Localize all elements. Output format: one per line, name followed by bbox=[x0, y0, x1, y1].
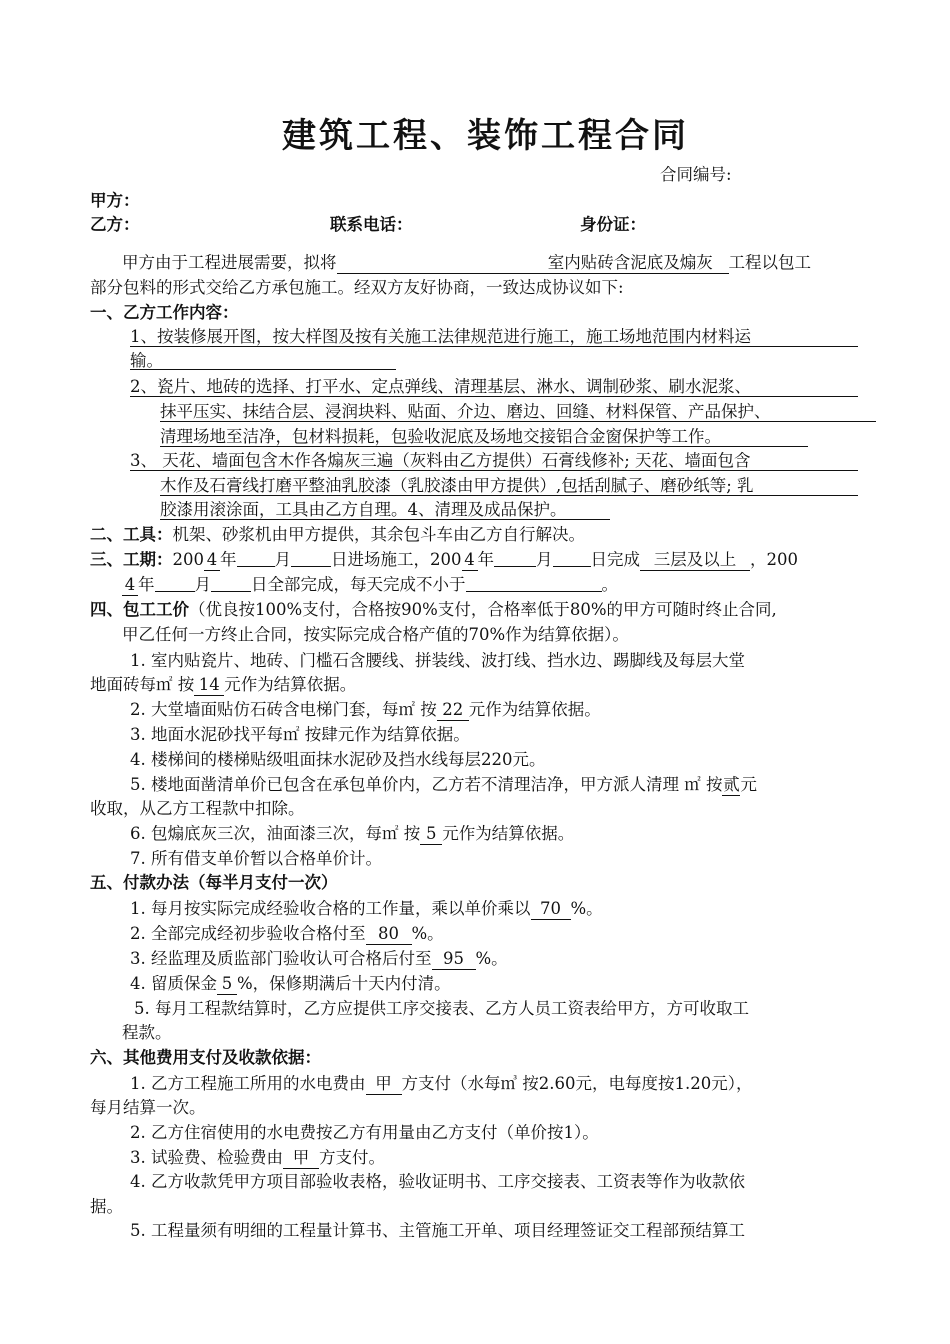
item2-post: 元作为结算依据。 bbox=[468, 700, 601, 719]
item1-price: 14 bbox=[198, 675, 220, 694]
item5-post: 元 bbox=[740, 775, 757, 794]
sec1-line: 胶漆用滚涂面，工具由乙方自理。4、清理及成品保护。 bbox=[160, 500, 567, 519]
price-item-1-line-2 bbox=[90, 673, 356, 697]
price-item-1-line-1: 1. 室内贴瓷片、地砖、门槛石含腰线、拼装线、波打线、挡水边、踢脚线及每层大堂 bbox=[130, 651, 745, 670]
all-done-day-blank bbox=[211, 573, 251, 592]
o3-post: 方支付。 bbox=[319, 1148, 385, 1167]
item1-price-field bbox=[194, 675, 224, 696]
finish-text: 日完成 bbox=[590, 550, 640, 569]
intro-line-1 bbox=[122, 251, 811, 275]
sec1-line: 清理场地至洁净，包材料损耗，包验收泥底及场地交接铝合金窗保护等工作。 bbox=[160, 427, 721, 446]
payment-item-3 bbox=[130, 947, 508, 971]
other-fee-item-1-line-1 bbox=[130, 1072, 752, 1096]
month-char: 月 bbox=[194, 575, 211, 594]
price-item-5-line-1 bbox=[130, 773, 757, 797]
section-4-line-1 bbox=[90, 598, 777, 622]
pct-end: %。 bbox=[570, 899, 603, 918]
year-char: 年 bbox=[138, 575, 155, 594]
sec1-underline bbox=[130, 369, 396, 370]
all-done-text: 日全部完成，每天完成不小于 bbox=[251, 575, 466, 594]
section-4-note-1: （优良按100%支付，合格按90%支付，合格率低于80%的甲方可随时终止合同, bbox=[189, 600, 777, 619]
section-2 bbox=[90, 523, 585, 547]
sec1-line: 2、瓷片、地砖的选择、打平水、定点弹线、清理基层、淋水、调制砂浆、刷水泥浆、 bbox=[130, 377, 751, 396]
sec1-line: 1、按装修展开图，按大样图及按有关施工法律规范进行施工，施工场地范围内材料运 bbox=[130, 327, 751, 346]
pct-end: %。 bbox=[475, 949, 508, 968]
item2-price: 22 bbox=[442, 700, 464, 719]
all-done-year-digit-field bbox=[122, 575, 138, 596]
item1-pre: 地面砖每㎡ 按 bbox=[90, 675, 195, 694]
other-fee-item-2: 2. 乙方住宿使用的水电费按乙方有用量由乙方支付（单价按1）。 bbox=[130, 1123, 599, 1142]
sec1-underline bbox=[130, 470, 858, 471]
sec1-underline bbox=[160, 446, 808, 447]
o1-party: 甲 bbox=[375, 1074, 392, 1093]
party-b-label: 乙方： bbox=[90, 215, 140, 234]
o1-pre: 1. 乙方工程施工所用的水电费由 bbox=[130, 1074, 366, 1093]
other-fee-item-4-line-2: 据。 bbox=[90, 1197, 123, 1216]
section-3-line-2 bbox=[122, 573, 618, 597]
all-done-month-blank bbox=[155, 573, 195, 592]
section-1-heading: 一、乙方工作内容： bbox=[90, 303, 239, 322]
phone-label: 联系电话： bbox=[330, 215, 413, 234]
party-a-label: 甲方： bbox=[90, 191, 140, 210]
p3-value: 95 bbox=[443, 949, 464, 968]
item5-pre: 5. 楼地面凿清单价已包含在承包单价内，乙方若不清理洁净，甲方派人清理 ㎡ 按 bbox=[130, 775, 723, 794]
enter-text: 日进场施工， bbox=[331, 550, 430, 569]
section-4-heading: 四、包工工价 bbox=[90, 600, 189, 619]
payment-item-5-line-2: 程款。 bbox=[122, 1023, 172, 1042]
floors-field bbox=[640, 550, 750, 571]
sec1-underline bbox=[160, 519, 610, 520]
item5-price: 贰 bbox=[723, 775, 740, 794]
sec1-underline bbox=[130, 346, 858, 347]
item6-price: 5 bbox=[425, 824, 437, 843]
other-fee-item-5: 5. 工程量须有明细的工程量计算书、主管施工开单、项目经理签证交工程部预结算工 bbox=[130, 1221, 745, 1240]
id-card-label: 身份证： bbox=[580, 215, 646, 234]
price-item-4: 4. 楼梯间的楼梯贴级咀面抹水泥砂及挡水线每层220元。 bbox=[130, 750, 546, 769]
intro-line-2: 部分包料的形式交给乙方承包施工。经双方友好协商，一致达成协议如下: bbox=[90, 278, 624, 297]
comma: ， bbox=[750, 550, 767, 569]
section-3-heading: 三、工期： bbox=[90, 550, 173, 569]
start-day-blank bbox=[291, 548, 331, 567]
price-item-3: 3. 地面水泥砂找平每㎡ 按肆元作为结算依据。 bbox=[130, 725, 470, 744]
price-item-6 bbox=[130, 822, 574, 846]
p1-value: 70 bbox=[540, 899, 561, 918]
sec1-line: 木作及石膏线打磨平整油乳胶漆（乳胶漆由甲方提供）,包括刮腻子、磨砂纸等; 乳 bbox=[160, 476, 754, 495]
p3-value-field bbox=[432, 949, 476, 970]
item6-price-field bbox=[420, 824, 442, 845]
section-6-heading: 六、其他费用支付及收款依据： bbox=[90, 1048, 321, 1067]
o3-party-field bbox=[283, 1148, 319, 1169]
p1-value-field bbox=[531, 899, 571, 920]
finish-year-digit-field bbox=[462, 550, 478, 571]
year-char: 年 bbox=[477, 550, 494, 569]
payment-item-5-line-1: 5. 每月工程款结算时，乙方应提供工序交接表、乙方人员工资表给甲方，方可收取工 bbox=[134, 999, 749, 1018]
item6-pre: 6. 包煽底灰三次，油面漆三次，每㎡ 按 bbox=[130, 824, 421, 843]
price-item-7: 7. 所有借支单价暂以合格单价计。 bbox=[130, 849, 382, 868]
month-char: 月 bbox=[536, 550, 553, 569]
daily-min-blank bbox=[466, 573, 602, 592]
section-5-heading: 五、付款办法（每半月支付一次） bbox=[90, 873, 338, 892]
p2-pre: 2. 全部完成经初步验收合格付至 bbox=[130, 924, 366, 943]
p4-value-field bbox=[217, 974, 237, 995]
payment-item-2 bbox=[130, 922, 444, 946]
floors-value: 三层及以上 bbox=[653, 550, 737, 569]
section-3-line-1 bbox=[90, 548, 798, 572]
item5-price-field bbox=[722, 775, 740, 796]
other-fee-item-3 bbox=[130, 1146, 385, 1170]
o3-party: 甲 bbox=[292, 1148, 310, 1167]
sec1-underline bbox=[130, 396, 858, 397]
section-2-text: 机架、砂浆机由甲方提供，其余包斗车由乙方自行解决。 bbox=[172, 525, 585, 544]
p2-value-field bbox=[366, 924, 412, 945]
pct-end: %。 bbox=[411, 924, 444, 943]
sec1-line: 3、 天花、墙面包含木作各煽灰三遍（灰料由乙方提供）石膏线修补; 天花、墙面包含 bbox=[130, 451, 751, 470]
section-2-heading: 二、工具： bbox=[90, 525, 173, 544]
month-char: 月 bbox=[274, 550, 291, 569]
p4-value: 5 bbox=[221, 974, 233, 993]
start-year-digit-field bbox=[204, 550, 220, 571]
o1-party-field bbox=[366, 1074, 402, 1095]
start-year-digit: 4 bbox=[206, 550, 218, 569]
o1-post: 方支付（水每㎥ 按2.60元，电每度按1.20元）， bbox=[401, 1074, 753, 1093]
intro-project-field bbox=[337, 253, 729, 274]
finish-year-digit: 4 bbox=[464, 550, 475, 569]
finish-day-blank bbox=[553, 548, 591, 567]
price-item-2 bbox=[130, 698, 601, 722]
p2-value: 80 bbox=[378, 924, 399, 943]
o3-pre: 3. 试验费、检验费由 bbox=[130, 1148, 283, 1167]
period: 。 bbox=[601, 575, 618, 594]
year-char: 年 bbox=[220, 550, 237, 569]
p3-pre: 3. 经监理及质监部门验收认可合格后付至 bbox=[130, 949, 432, 968]
intro-pre: 甲方由于工程进展需要，拟将 bbox=[122, 253, 337, 272]
sec1-line: 抹平压实、抹结合层、浸润块料、贴面、介边、磨边、回缝、材料保管、产品保护、 bbox=[160, 402, 771, 421]
other-fee-item-4-line-1: 4. 乙方收款凭甲方项目部验收表格，验收证明书、工序交接表、工资表等作为收款依 bbox=[130, 1172, 745, 1191]
p4-pre: 4. 留质保金 bbox=[130, 974, 217, 993]
intro-project: 室内贴砖含泥底及煽灰 bbox=[547, 253, 713, 272]
sec1-line: 输。 bbox=[130, 351, 163, 370]
p1-pre: 1. 每月按实际完成经验收合格的工作量，乘以单价乘以 bbox=[130, 899, 531, 918]
finish-year-prefix: 200 bbox=[430, 550, 462, 569]
finish-month-blank bbox=[494, 548, 536, 567]
all-done-year-prefix: 200 bbox=[766, 550, 798, 569]
intro-post: 工程以包工 bbox=[728, 253, 811, 272]
payment-item-4 bbox=[130, 972, 451, 996]
document-title: 建筑工程、装饰工程合同 bbox=[282, 116, 689, 156]
section-4-note-2: 甲乙任何一方终止合同，按实际完成合格产值的70%作为结算依据）。 bbox=[122, 625, 629, 644]
sec1-underline bbox=[160, 495, 858, 496]
sec1-underline bbox=[160, 421, 876, 422]
item6-post: 元作为结算依据。 bbox=[442, 824, 575, 843]
p4-post: %，保修期满后十天内付清。 bbox=[237, 974, 451, 993]
start-year-prefix: 200 bbox=[172, 550, 204, 569]
other-fee-item-1-line-2: 每月结算一次。 bbox=[90, 1098, 206, 1117]
all-done-year-digit: 4 bbox=[124, 575, 136, 594]
start-month-blank bbox=[237, 548, 275, 567]
item2-pre: 2. 大堂墙面贴仿石砖含电梯门套，每㎡ 按 bbox=[130, 700, 437, 719]
price-item-5-line-2: 收取，从乙方工程款中扣除。 bbox=[90, 799, 305, 818]
item2-price-field bbox=[437, 700, 469, 721]
item1-post: 元作为结算依据。 bbox=[224, 675, 357, 694]
payment-item-1 bbox=[130, 897, 603, 921]
contract-number-label: 合同编号: bbox=[660, 165, 732, 184]
